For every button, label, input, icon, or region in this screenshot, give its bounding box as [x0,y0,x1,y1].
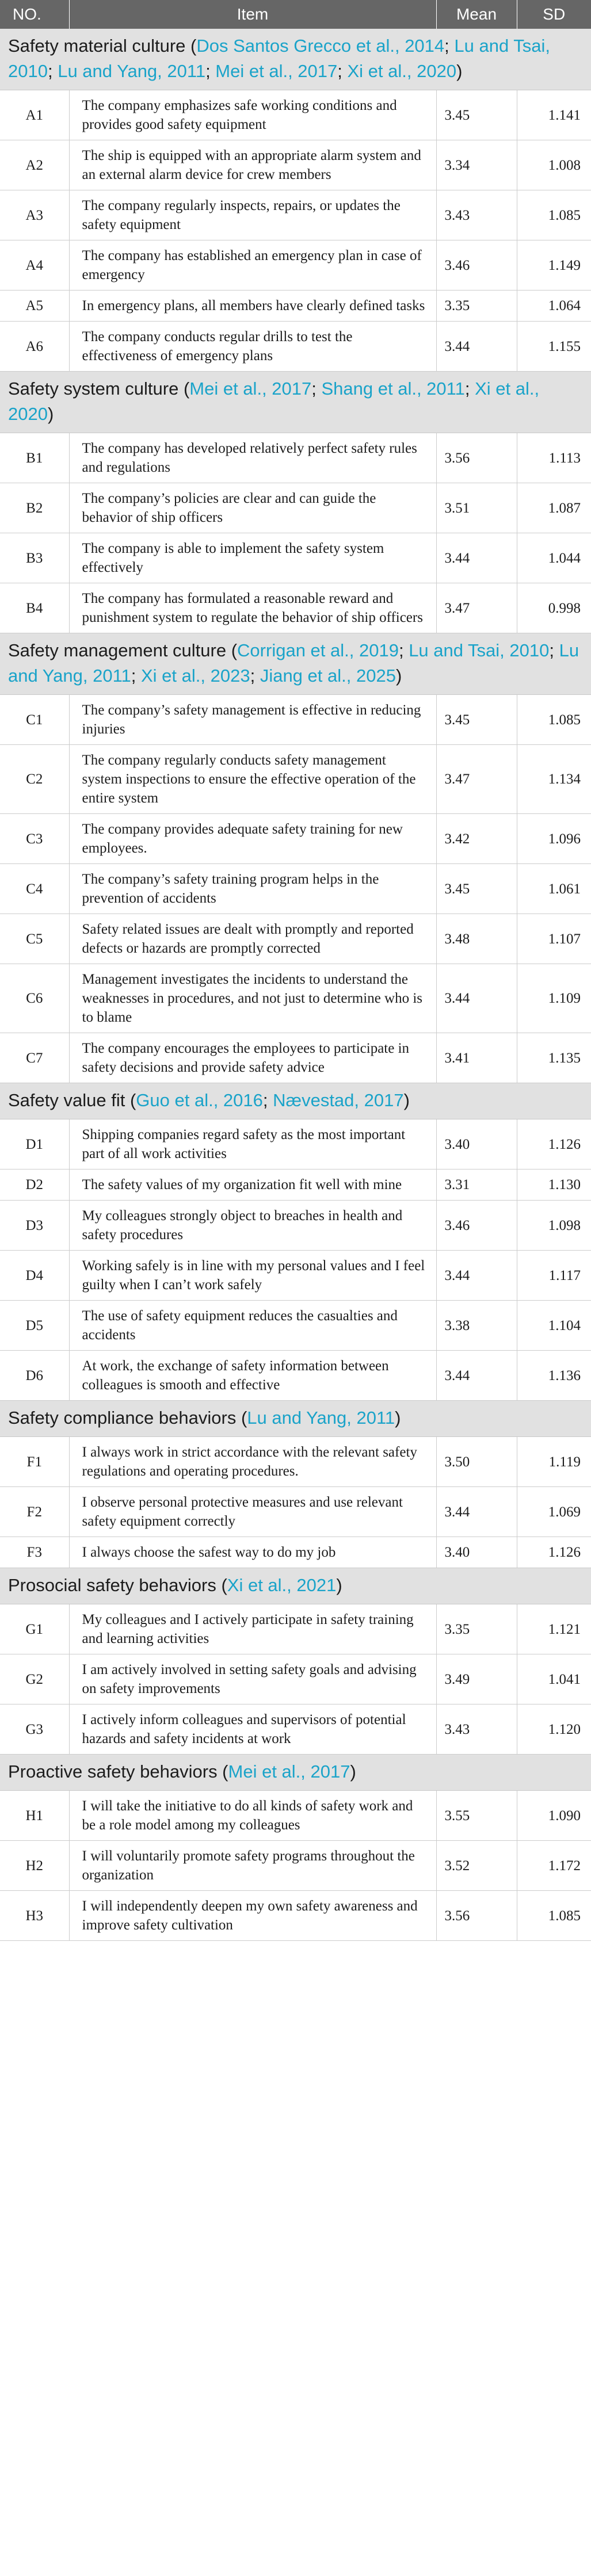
item-number: D6 [0,1351,69,1401]
item-text: Working safely is in line with my personal values and I feel guilty when I can’t work safely [69,1251,436,1301]
item-text: I always choose the safest way to do my job [69,1537,436,1568]
table-row [0,190,591,240]
item-text: The company’s policies are clear and can guide the behavior of ship officers [69,483,436,533]
item-text: The company encourages the employees to participate in safety decisions and provide safety advice [69,1033,436,1083]
table-row [0,1169,591,1201]
item-number: C5 [0,914,69,964]
section-title [0,633,591,695]
table-header [0,0,591,29]
item-sd: 1.155 [517,322,591,372]
item-mean: 3.34 [436,140,517,190]
item-number: D4 [0,1251,69,1301]
section-title-text: Safety value fit ( [8,1090,136,1110]
table-row [0,1487,591,1537]
item-mean: 3.35 [436,291,517,322]
item-mean: 3.46 [436,1201,517,1251]
citation-link[interactable]: Lu and Yang, 2011 [8,640,579,686]
item-mean: 3.38 [436,1301,517,1351]
item-sd: 1.109 [517,964,591,1033]
section-title [0,1401,591,1437]
item-text: I will independently deepen my own safety awareness and improve safety cultivation [69,1891,436,1941]
item-mean: 3.45 [436,695,517,745]
table-row [0,1891,591,1941]
item-text: The company’s safety training program helps in the prevention of accidents [69,864,436,914]
table-row [0,1251,591,1301]
item-sd: 1.098 [517,1201,591,1251]
item-sd: 1.134 [517,745,591,814]
item-mean: 3.56 [436,1891,517,1941]
item-mean: 3.52 [436,1841,517,1891]
item-sd: 1.085 [517,1891,591,1941]
item-mean: 3.40 [436,1537,517,1568]
section-title-text: Safety material culture ( [8,36,197,56]
section-title-text: Proactive safety behaviors ( [8,1761,228,1782]
item-sd: 1.121 [517,1604,591,1654]
table-row [0,291,591,322]
item-text: The company has developed relatively perfect safety rules and regulations [69,433,436,483]
table-row [0,322,591,372]
item-sd: 1.085 [517,190,591,240]
citation-separator: ; [250,666,260,686]
item-mean: 3.45 [436,90,517,140]
item-number: D2 [0,1169,69,1201]
citation-link[interactable]: Jiang et al., 2025 [260,666,396,686]
section-header [0,1083,591,1119]
item-sd: 1.069 [517,1487,591,1537]
citation-link[interactable]: Mei et al., 2017 [228,1761,350,1782]
item-sd: 1.117 [517,1251,591,1301]
item-number: F2 [0,1487,69,1537]
item-number: F3 [0,1537,69,1568]
table-row [0,864,591,914]
citation-link[interactable]: Mei et al., 2017 [189,379,312,399]
item-text: I observe personal protective measures and use relevant safety equipment correctly [69,1487,436,1537]
item-sd: 1.090 [517,1791,591,1841]
citation-separator: ; [131,666,141,686]
item-mean: 3.43 [436,190,517,240]
item-sd: 1.085 [517,695,591,745]
item-mean: 3.56 [436,433,517,483]
item-mean: 3.45 [436,864,517,914]
item-sd: 1.130 [517,1169,591,1201]
item-mean: 3.44 [436,964,517,1033]
section-header [0,1755,591,1791]
item-number: A6 [0,322,69,372]
section-title-close: ) [350,1761,356,1782]
section-title [0,1083,591,1119]
citation-separator: ; [311,379,322,399]
citation-link[interactable]: Lu and Tsai, 2010 [8,36,551,81]
citation-link[interactable]: Shang et al., 2011 [321,379,465,399]
table-row [0,1119,591,1169]
item-number: H3 [0,1891,69,1941]
item-text: Shipping companies regard safety as the most important part of all work activities [69,1119,436,1169]
table-body [0,29,591,1941]
item-number: A4 [0,240,69,291]
section-title-text: Safety management culture ( [8,640,238,660]
table-row [0,533,591,583]
section-title-text: Safety system culture ( [8,379,190,399]
item-mean: 3.50 [436,1437,517,1487]
item-text: I actively inform colleagues and supervisors of potential hazards and safety incidents at work [69,1704,436,1755]
item-mean: 3.51 [436,483,517,533]
table-row [0,964,591,1033]
item-number: D1 [0,1119,69,1169]
header-item: Item [69,0,436,29]
item-number: G3 [0,1704,69,1755]
item-text: The company conducts regular drills to test the effectiveness of emergency plans [69,322,436,372]
item-text: The use of safety equipment reduces the casualties and accidents [69,1301,436,1351]
section-title [0,1568,591,1604]
section-header [0,1568,591,1604]
citation-link[interactable]: Xi et al., 2020 [347,61,457,81]
table-row [0,240,591,291]
item-text: The company has formulated a reasonable reward and punishment system to regulate the behavior of ship officers [69,583,436,633]
table-row [0,745,591,814]
item-sd: 0.998 [517,583,591,633]
item-number: B1 [0,433,69,483]
item-text: I am actively involved in setting safety goals and advising on safety improvements [69,1654,436,1704]
item-text: I always work in strict accordance with the relevant safety regulations and operating procedures. [69,1437,436,1487]
item-mean: 3.48 [436,914,517,964]
table-row [0,140,591,190]
citation-link[interactable]: Lu and Yang, 2011 [58,61,206,81]
item-number: B4 [0,583,69,633]
citation-separator: ; [205,61,216,81]
item-sd: 1.136 [517,1351,591,1401]
item-number: H2 [0,1841,69,1891]
item-sd: 1.141 [517,90,591,140]
citation-separator: ; [47,61,58,81]
citation-link[interactable]: Lu and Tsai, 2010 [409,640,550,660]
item-sd: 1.104 [517,1301,591,1351]
item-mean: 3.43 [436,1704,517,1755]
item-text: I will take the initiative to do all kinds of safety work and be a role model among my colleagues [69,1791,436,1841]
item-number: A3 [0,190,69,240]
table-row [0,1437,591,1487]
citation-separator: ; [262,1090,273,1110]
table-row [0,1351,591,1401]
table-row [0,1537,591,1568]
table-row [0,583,591,633]
item-number: A5 [0,291,69,322]
table-row [0,1841,591,1891]
header-mean: Mean [436,0,517,29]
table-row [0,1704,591,1755]
citation-link[interactable]: Guo et al., 2016 [136,1090,263,1110]
table-row [0,695,591,745]
item-sd: 1.044 [517,533,591,583]
item-number: G1 [0,1604,69,1654]
section-title [0,372,591,433]
item-sd: 1.126 [517,1119,591,1169]
item-number: C3 [0,814,69,864]
item-text: The safety values of my organization fit well with mine [69,1169,436,1201]
item-sd: 1.119 [517,1437,591,1487]
item-mean: 3.49 [436,1654,517,1704]
item-text: The company regularly conducts safety management system inspections to ensure the effective operation of the entire system [69,745,436,814]
citation-separator: ; [398,640,409,660]
table-row [0,1201,591,1251]
item-text: The company regularly inspects, repairs, or updates the safety equipment [69,190,436,240]
item-mean: 3.44 [436,1251,517,1301]
section-title [0,29,591,90]
item-number: C4 [0,864,69,914]
citation-link[interactable]: Xi et al., 2020 [8,379,540,424]
item-mean: 3.44 [436,1487,517,1537]
item-number: B3 [0,533,69,583]
table-row [0,1301,591,1351]
item-text: My colleagues strongly object to breaches in health and safety procedures [69,1201,436,1251]
item-number: A1 [0,90,69,140]
section-title-close: ) [395,1408,401,1428]
table-row [0,483,591,533]
citation-link[interactable]: Nævestad, 2017 [273,1090,404,1110]
table-row [0,433,591,483]
item-number: F1 [0,1437,69,1487]
table-row [0,1033,591,1083]
item-mean: 3.46 [436,240,517,291]
item-text: Management investigates the incidents to understand the weaknesses in procedures, and not just to determine who is to blame [69,964,436,1033]
citation-link[interactable]: Mei et al., 2017 [215,61,338,81]
item-sd: 1.008 [517,140,591,190]
item-text: In emergency plans, all members have clearly defined tasks [69,291,436,322]
item-sd: 1.135 [517,1033,591,1083]
section-title [0,1755,591,1791]
item-mean: 3.44 [436,533,517,583]
item-sd: 1.172 [517,1841,591,1891]
citation-separator: ; [549,640,559,660]
item-mean: 3.42 [436,814,517,864]
section-title-close: ) [336,1575,342,1595]
item-sd: 1.113 [517,433,591,483]
citation-separator: ; [444,36,455,56]
item-sd: 1.120 [517,1704,591,1755]
section-title-close: ) [403,1090,410,1110]
section-header [0,1401,591,1437]
section-title-close: ) [395,666,402,686]
item-mean: 3.41 [436,1033,517,1083]
citation-link[interactable]: Corrigan et al., 2019 [237,640,399,660]
table-row [0,90,591,140]
header-sd: SD [517,0,591,29]
section-title-text: Safety compliance behaviors ( [8,1408,247,1428]
item-text: The company’s safety management is effective in reducing injuries [69,695,436,745]
item-sd: 1.061 [517,864,591,914]
section-title-close: ) [456,61,463,81]
header-no: NO. [0,0,69,29]
citation-link[interactable]: Dos Santos Grecco et al., 2014 [196,36,445,56]
citation-separator: ; [464,379,475,399]
item-sd: 1.064 [517,291,591,322]
citation-link[interactable]: Xi et al., 2021 [227,1575,337,1595]
item-sd: 1.096 [517,814,591,864]
item-text: Safety related issues are dealt with promptly and reported defects or hazards are promptly corrected [69,914,436,964]
item-sd: 1.041 [517,1654,591,1704]
section-title-text: Prosocial safety behaviors ( [8,1575,227,1595]
citation-link[interactable]: Lu and Yang, 2011 [247,1408,395,1428]
item-text: The company is able to implement the safety system effectively [69,533,436,583]
item-mean: 3.35 [436,1604,517,1654]
section-header [0,372,591,433]
section-title-close: ) [47,404,54,424]
item-mean: 3.55 [436,1791,517,1841]
item-mean: 3.44 [436,1351,517,1401]
item-mean: 3.47 [436,745,517,814]
citation-link[interactable]: Xi et al., 2023 [141,666,250,686]
citation-separator: ; [337,61,348,81]
table-row [0,1654,591,1704]
item-number: C7 [0,1033,69,1083]
item-text: At work, the exchange of safety information between colleagues is smooth and effective [69,1351,436,1401]
item-number: C6 [0,964,69,1033]
table-row [0,914,591,964]
item-number: A2 [0,140,69,190]
item-number: B2 [0,483,69,533]
item-text: My colleagues and I actively participate in safety training and learning activities [69,1604,436,1654]
item-mean: 3.47 [436,583,517,633]
item-sd: 1.087 [517,483,591,533]
item-sd: 1.126 [517,1537,591,1568]
item-number: C1 [0,695,69,745]
item-number: H1 [0,1791,69,1841]
section-header [0,633,591,695]
table-row [0,1604,591,1654]
item-text: I will voluntarily promote safety programs throughout the organization [69,1841,436,1891]
item-number: G2 [0,1654,69,1704]
item-number: D5 [0,1301,69,1351]
section-header [0,29,591,90]
table-row [0,1791,591,1841]
item-number: D3 [0,1201,69,1251]
item-text: The company emphasizes safe working conditions and provides good safety equipment [69,90,436,140]
item-text: The ship is equipped with an appropriate alarm system and an external alarm device for crew members [69,140,436,190]
item-sd: 1.149 [517,240,591,291]
item-sd: 1.107 [517,914,591,964]
item-mean: 3.40 [436,1119,517,1169]
item-text: The company has established an emergency plan in case of emergency [69,240,436,291]
item-mean: 3.31 [436,1169,517,1201]
table-row [0,814,591,864]
item-mean: 3.44 [436,322,517,372]
item-number: C2 [0,745,69,814]
item-text: The company provides adequate safety training for new employees. [69,814,436,864]
